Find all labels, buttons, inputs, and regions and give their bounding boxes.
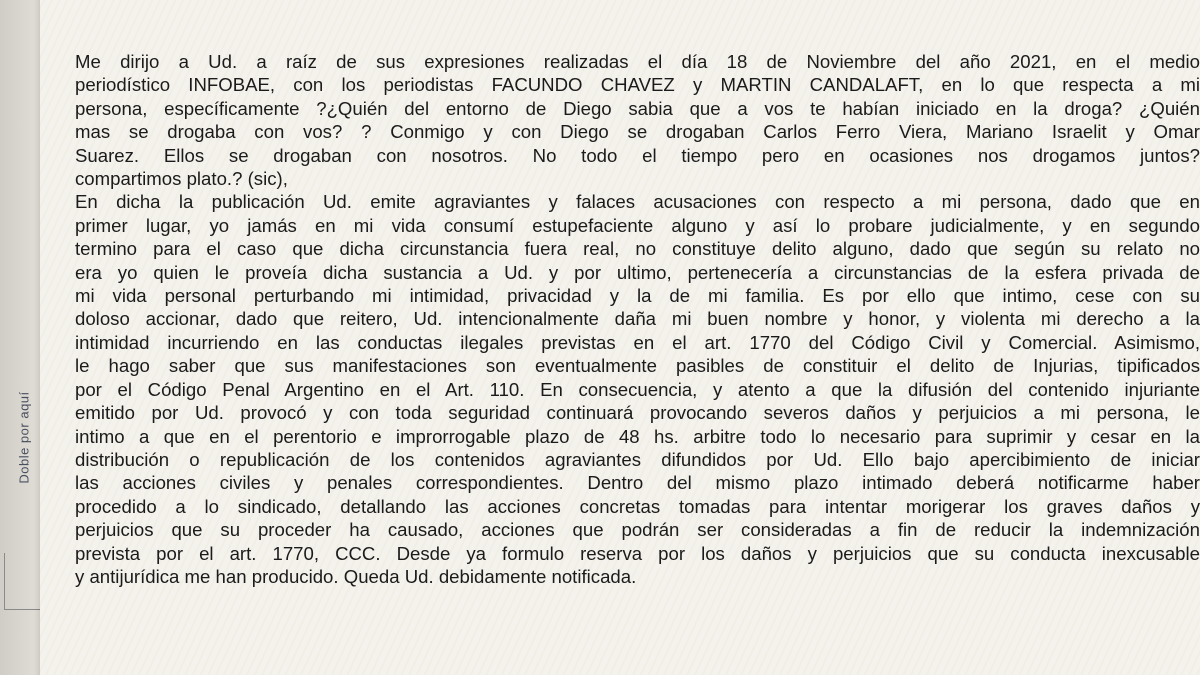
letter-line: era yo quien le proveía dicha sustancia a Ud. y por ultimo, pertenecería a circunstancias de la esfera privada de bbox=[75, 261, 1200, 283]
letter-line: doloso accionar, dado que reitero, Ud. intencionalmente daña mi buen nombre y honor, y violenta mi derecho a la bbox=[75, 308, 1200, 330]
letter-line: intimo a que en el perentorio e improrrogable plazo de 48 hs. arbitre todo lo necesario para suprimir y cesar en la bbox=[75, 425, 1200, 447]
letter-line: intimidad incurriendo en las conductas ilegales previstas en el art. 1770 del Código Civil y Comercial. Asimismo, bbox=[75, 331, 1200, 353]
letter-line: En dicha la publicación Ud. emite agraviantes y falaces acusaciones con respecto a mi persona, dado que en bbox=[75, 191, 1200, 213]
fold-label: Doble por aquí bbox=[16, 391, 32, 484]
letter-line: primer lugar, yo jamás en mi vida consumí estupefaciente alguno y así lo probare judicialmente, y en segundo bbox=[75, 214, 1200, 236]
letter-body bbox=[75, 50, 1200, 588]
letter-line: le hago saber que sus manifestaciones son eventualmente pasibles de constituir el delito de Injurias, tipificados bbox=[75, 355, 1200, 377]
letter-line: las acciones civiles y penales correspondientes. Dentro del mismo plazo intimado deberá notificarme haber bbox=[75, 472, 1200, 494]
letter-line: por el Código Penal Argentino en el Art. 110. En consecuencia, y atento a que la difusión del contenido injuriante bbox=[75, 378, 1200, 400]
letter-line: prevista por el art. 1770, CCC. Desde ya formulo reserva por los daños y perjuicios que su conducta inexcusable bbox=[75, 542, 1200, 564]
letter-line: distribución o republicación de los contenidos agraviantes difundidos por Ud. Ello bajo apercibimiento de iniciar bbox=[75, 448, 1200, 470]
letter-line: procedido a lo sindicado, detallando las acciones concretas tomadas para intentar morigerar los graves daños y bbox=[75, 495, 1200, 517]
letter-line: y antijurídica me han producido. Queda Ud. debidamente notificada. bbox=[75, 565, 637, 587]
letter-line: compartimos plato.? (sic), bbox=[75, 168, 288, 190]
letter-line: mi vida personal perturbando mi intimidad, privacidad y la de mi familia. Es por ello que intimo, cese con su bbox=[75, 285, 1200, 307]
letter-line: perjuicios que su proceder ha causado, acciones que podrán ser consideradas a fin de reducir la indemnización bbox=[75, 519, 1200, 541]
left-margin bbox=[0, 0, 42, 675]
letter-line: Suarez. Ellos se drogaban con nosotros. No todo el tiempo pero en ocasiones nos drogamos juntos? bbox=[75, 144, 1200, 166]
letter-line: periodístico INFOBAE, con los periodistas FACUNDO CHAVEZ y MARTIN CANDALAFT, en lo que respecta a mi bbox=[75, 74, 1200, 96]
fold-corner-mark bbox=[4, 553, 41, 610]
letter-line: mas se drogaba con vos? ? Conmigo y con Diego se drogaban Carlos Ferro Viera, Mariano Israelit y Omar bbox=[75, 121, 1200, 143]
letter-line: Me dirijo a Ud. a raíz de sus expresiones realizadas el día 18 de Noviembre del año 2021, en el medio bbox=[75, 51, 1200, 72]
letter-line: persona, específicamente ?¿Quién del entorno de Diego sabia que a vos te habían iniciado en la droga? ¿Quién bbox=[75, 97, 1200, 119]
letter-line: termino para el caso que dicha circunstancia fuera real, no constituye delito alguno, dado que según su relato no bbox=[75, 238, 1200, 260]
letter-line: emitido por Ud. provocó y con toda seguridad continuará provocando severos daños y perjuicios a mi persona, le bbox=[75, 402, 1200, 424]
